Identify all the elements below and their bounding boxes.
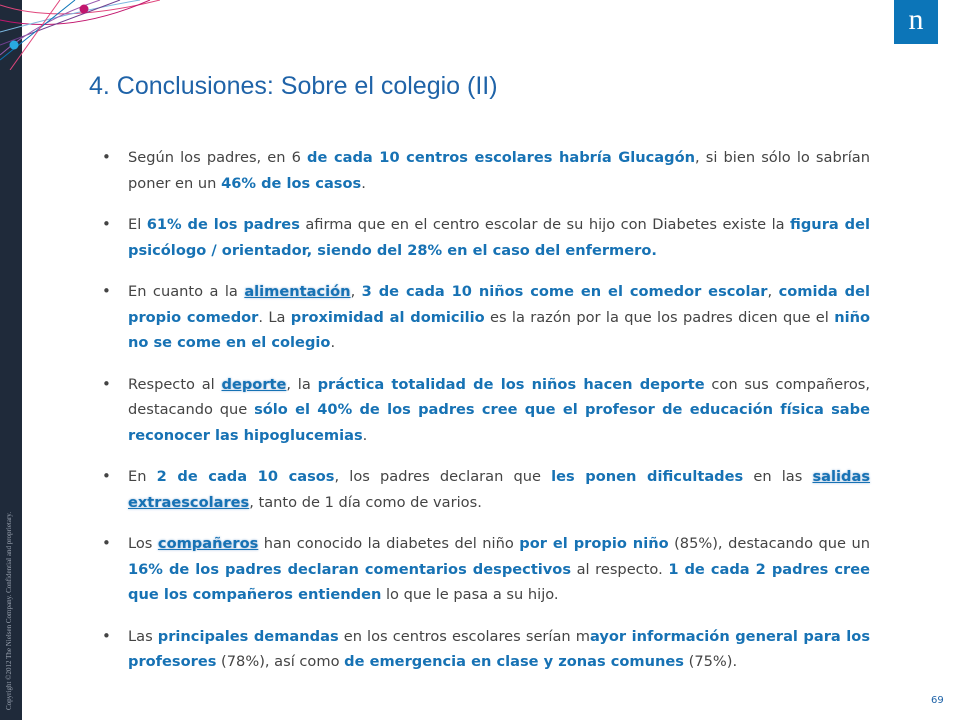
bullet-icon: • <box>102 282 111 300</box>
copyright-notice: Copyright ©2012 The Nielsen Company. Confidential and proprietary. <box>5 511 13 710</box>
page-title: 4. Conclusiones: Sobre el colegio (II) <box>89 72 498 100</box>
bullet-item <box>102 212 870 263</box>
bullet-icon: • <box>102 148 111 166</box>
bullet-item <box>102 279 870 356</box>
cyan-dot-icon <box>10 41 19 50</box>
logo-letter: n <box>908 3 924 36</box>
bullet-icon: • <box>102 215 111 233</box>
bullet-item <box>102 372 870 449</box>
page-number: 69 <box>931 695 944 706</box>
bullet-icon: • <box>102 467 111 485</box>
bullet-item <box>102 145 870 196</box>
bullet-list <box>102 145 870 691</box>
bullet-item <box>102 464 870 515</box>
brand-logo <box>894 0 938 44</box>
bullet-text: Según los padres, en 6 de cada 10 centros escolares habría Glucagón, si bien sólo lo sabrían poner en un 46% de los casos. <box>128 149 870 192</box>
decorative-lines-graphic <box>0 0 160 70</box>
bullet-text: En 2 de cada 10 casos, los padres declaran que les ponen dificultades en las salidas extraescolares, tanto de 1 día como de varios. <box>128 468 871 511</box>
bullet-text: Respecto al deporte, la práctica totalidad de los niños hacen deporte con sus compañeros, destacando que sólo el 40% de los padres cree que el profesor de educación física sabe reconocer las hipoglucemias. <box>128 375 871 444</box>
bullet-icon: • <box>102 534 111 552</box>
bullet-text: Los compañeros han conocido la diabetes del niño por el propio niño (85%), destacando que un 16% de los padres declaran comentarios despectivos al respecto. 1 de cada 2 padres cree que los compañeros entienden lo que le pasa a su hijo. <box>128 535 870 603</box>
bullet-text: El 61% de los padres afirma que en el centro escolar de su hijo con Diabetes existe la figura del psicólogo / orientador, siendo del 28% en el caso del enfermero. <box>128 216 870 259</box>
bullet-text: Las principales demandas en los centros escolares serían mayor información general para los profesores (78%), así como de emergencia en clase y zonas comunes (75%). <box>128 627 871 670</box>
bullet-item <box>102 531 870 608</box>
bullet-text: En cuanto a la alimentación, 3 de cada 10 niños come en el comedor escolar, comida del propio comedor. La proximidad al domicilio es la razón por la que los padres dicen que el niño no se come en el colegio. <box>128 283 871 351</box>
magenta-dot-icon <box>80 5 89 14</box>
bullet-icon: • <box>102 374 111 393</box>
bullet-icon: • <box>102 626 111 645</box>
bullet-item <box>102 624 870 675</box>
